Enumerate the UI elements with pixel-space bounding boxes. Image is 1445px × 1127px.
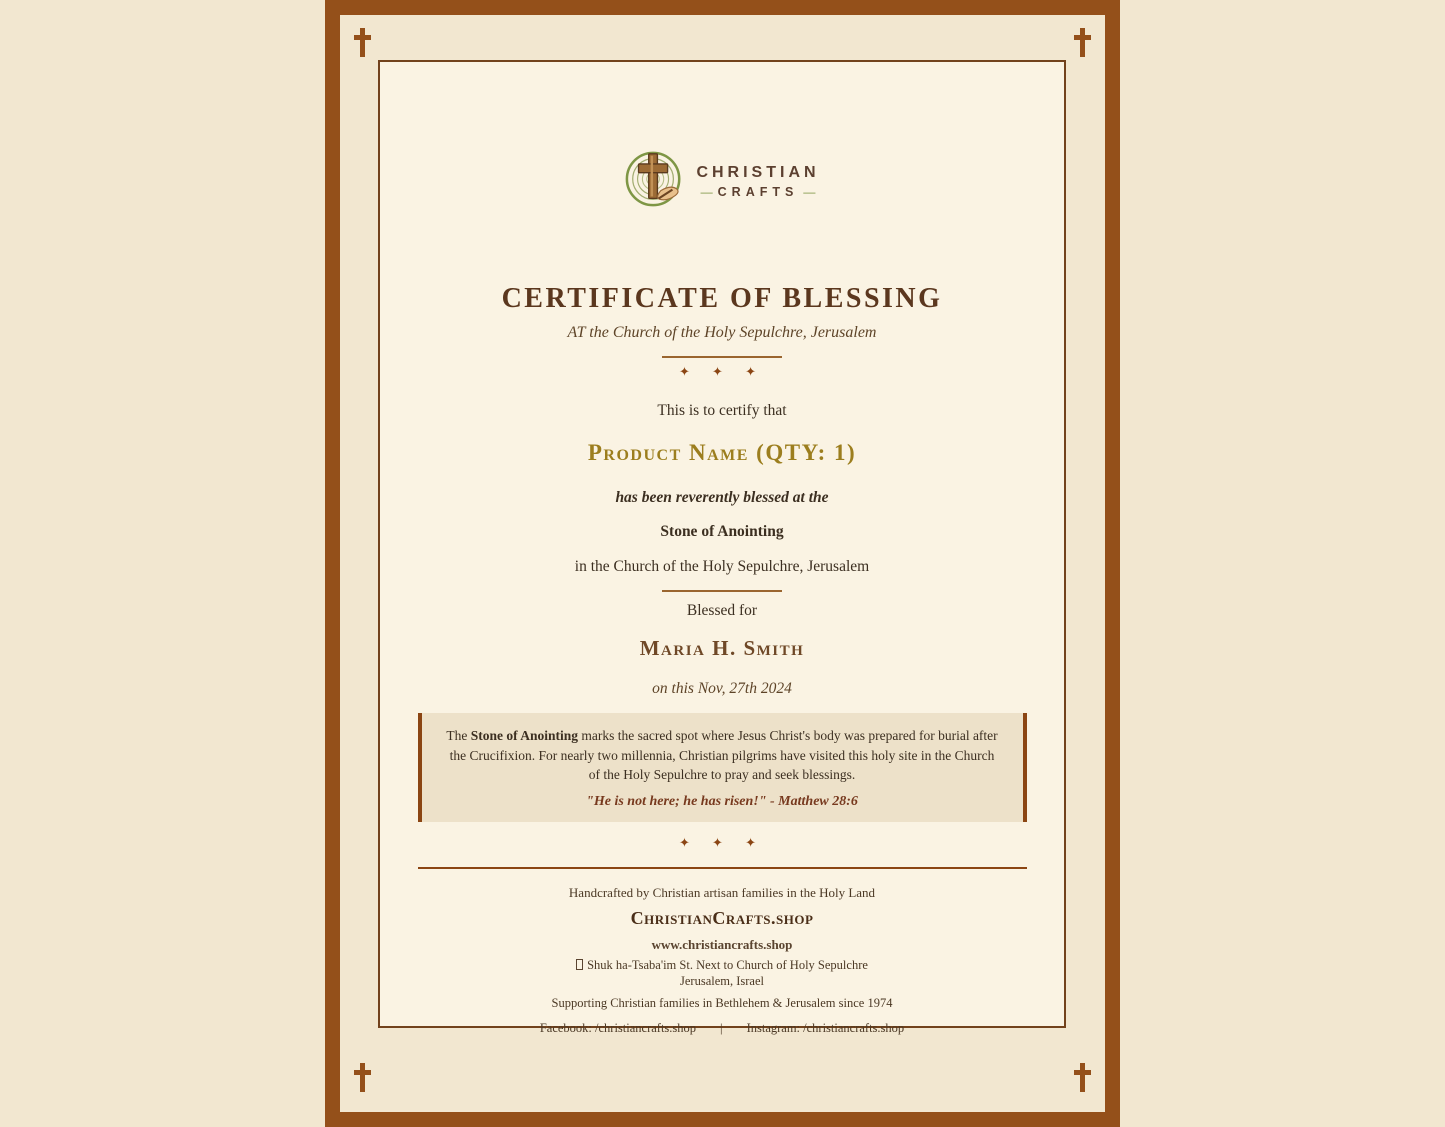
blessed-for-label: Blessed for xyxy=(686,602,758,619)
brand-name-top: CHRISTIAN xyxy=(696,163,820,181)
social-line xyxy=(380,1021,1064,1036)
corner-cross-icon xyxy=(354,1063,371,1092)
diamond-ornament: ✦ ✦ ✦ xyxy=(679,835,765,851)
address-line-2: Jerusalem, Israel xyxy=(680,973,764,988)
certify-line: This is to certify that xyxy=(657,402,787,419)
diamond-ornament: ✦ ✦ ✦ xyxy=(679,365,765,380)
brand-name-bottom: CRAFTS xyxy=(717,185,799,199)
stone-of-anointing-info-box xyxy=(418,713,1027,822)
supporting-line: Supporting Christian families in Bethlehem & Jerusalem since 1974 xyxy=(551,995,893,1010)
divider-line xyxy=(662,356,782,358)
shop-name: ChristianCrafts.shop xyxy=(630,907,814,928)
certificate-frame xyxy=(325,0,1120,1127)
brand-dash-left: — xyxy=(700,184,713,199)
website-url: www.christiancrafts.shop xyxy=(651,936,793,952)
certificate-title: CERTIFICATE OF BLESSING xyxy=(501,283,943,314)
brand-dash-right: — xyxy=(803,184,816,199)
corner-cross-icon xyxy=(354,28,371,57)
location-placeholder-icon xyxy=(576,959,583,970)
church-line: in the Church of the Holy Sepulchre, Jerusalem xyxy=(574,558,870,575)
product-name: Product Name (QTY: 1) xyxy=(587,440,857,465)
info-text-bold: Stone of Anointing xyxy=(470,728,578,743)
footer-rule xyxy=(418,867,1027,869)
instagram-handle: Instagram: /christiancrafts.shop xyxy=(746,1020,905,1035)
address-line-1: Shuk ha-Tsaba'im St. Next to Church of Holy Sepulchre xyxy=(380,958,1064,973)
place-name: Stone of Anointing xyxy=(660,523,784,540)
certificate-subtitle: AT the Church of the Holy Sepulchre, Jerusalem xyxy=(567,324,877,341)
info-text: The Stone of Anointing marks the sacred spot where Jesus Christ's body was prepared for burial after the Crucifixion. For nearly two millennia, Christian pilgrims have visited this holy site in the Church of the Holy Sepulchre to pray and seek blessings. xyxy=(446,728,998,783)
brand-logo xyxy=(380,148,1064,215)
facebook-handle: Facebook: /christiancrafts.shop xyxy=(539,1020,697,1035)
corner-cross-icon xyxy=(1074,28,1091,57)
recipient-name: Maria H. Smith xyxy=(639,636,805,660)
divider-line xyxy=(662,590,782,592)
corner-cross-icon xyxy=(1074,1063,1091,1092)
certificate-sheet xyxy=(378,60,1066,1035)
blessing-date: on this Nov, 27th 2024 xyxy=(652,680,792,697)
scripture-quote: "He is not here; he has risen!" - Matthew 28:6 xyxy=(586,793,858,809)
social-separator: | xyxy=(720,1020,723,1035)
cross-tree-rings-icon xyxy=(624,148,686,215)
blessed-at-line: has been reverently blessed at the xyxy=(615,489,829,506)
handcrafted-line: Handcrafted by Christian artisan families in the Holy Land xyxy=(568,884,876,900)
